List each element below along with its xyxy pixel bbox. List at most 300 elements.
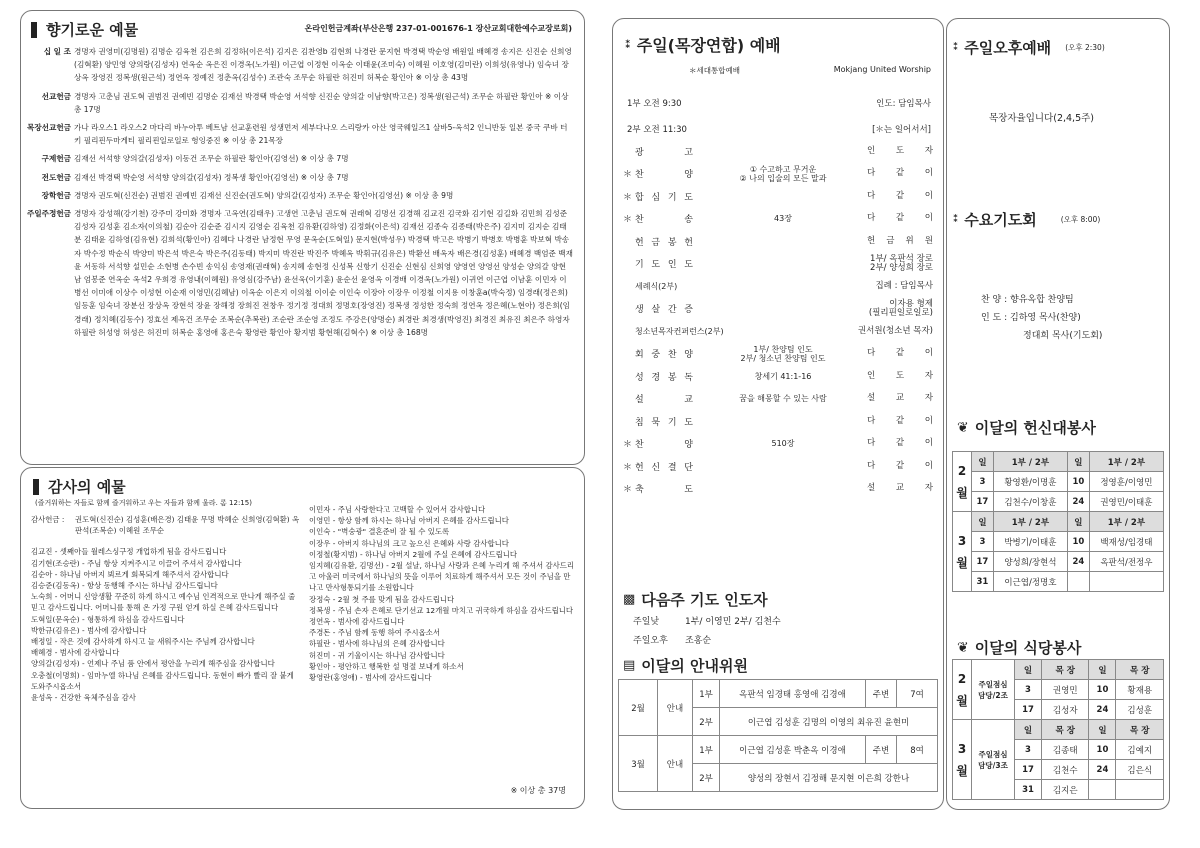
guide-names: 이근엽 김성훈 김명의 이영의 최유진 윤현미	[720, 708, 938, 736]
offering-account: 온라인헌금계좌(부산은행 237-01-001676-1 장산교회대한예수교장로회)	[304, 24, 572, 33]
thanks-item: 하필란 - 범사에 하나님의 은혜 감사합니다	[309, 639, 445, 649]
order-leader-char: 다	[867, 190, 876, 201]
table-header-row	[953, 452, 1164, 472]
order-name-char: 회	[635, 350, 644, 361]
guide-row	[619, 736, 938, 764]
day-cell: 3	[972, 532, 994, 552]
order-name-char: 설	[635, 395, 644, 406]
team-label: 주일점심 담당/2조	[972, 660, 1015, 720]
right-panel	[946, 18, 1170, 810]
worship-sub-right: Mokjang United Worship	[833, 65, 931, 74]
header-cell: 목 장	[1116, 660, 1164, 680]
order-leader: 집례 : 담임목사	[875, 280, 933, 291]
order-name-char: 교	[684, 395, 693, 406]
thanks-panel	[20, 467, 585, 809]
day-cell: 17	[972, 492, 994, 512]
offering-panel	[20, 10, 585, 465]
thanks-item: 김교진 - 셋째아들 월레스싱구정 개업하게 됨을 감사드립니다	[31, 547, 227, 557]
header-cell: 목 장	[1116, 720, 1164, 740]
day-cell: 3	[1015, 680, 1042, 700]
thanks-item: 황영란(홍영애) - 범사에 감사드립니다	[309, 673, 432, 683]
name-cell: 김종태	[1041, 740, 1089, 760]
wed-lead-2: 정대희 목사(기도회)	[1023, 331, 1103, 341]
order-star: ＊	[623, 170, 633, 181]
order-name-char: 독	[684, 372, 693, 383]
worship-time-1: 1부 오전 9:30	[627, 99, 682, 109]
order-leader-char: 이	[924, 438, 933, 449]
order-leader	[867, 349, 933, 358]
order-star: ＊	[623, 215, 633, 226]
order-star: ＊	[623, 192, 633, 203]
header-cell: 일	[1089, 660, 1116, 680]
order-name-char: 신	[651, 462, 661, 473]
order-name-char: 봉	[667, 237, 677, 248]
order-name	[635, 235, 699, 248]
afternoon-title-wrap	[953, 37, 1105, 58]
order-name	[635, 145, 699, 158]
name-cell	[1089, 572, 1163, 592]
guide-names: 옥판석 임경태 홍영애 김경애	[720, 680, 866, 708]
order-name-char: 찬	[635, 215, 644, 226]
offering-row-label: 전도헌금	[41, 172, 71, 182]
order-leader: 1부/ 옥판석 장로 2부/ 양성희 장로	[870, 253, 933, 273]
day-cell: 24	[1089, 700, 1116, 720]
order-leader	[867, 237, 933, 246]
header-cell: 1부 / 2부	[1089, 452, 1163, 472]
header-cell: 목 장	[1041, 720, 1089, 740]
name-cell: 양성희/장현석	[993, 552, 1067, 572]
worship-time-2: 2부 오전 11:30	[627, 125, 687, 135]
day-cell: 31	[972, 572, 994, 592]
order-leader-char: 자	[924, 370, 933, 381]
order-name-char: 생	[635, 305, 644, 316]
worship-sub-left: ＊세대통합예배	[689, 66, 740, 75]
order-name	[635, 415, 699, 428]
order-name: 세례식(2부)	[635, 281, 678, 291]
order-leader	[867, 214, 933, 223]
order-leader-char: 원	[924, 235, 933, 246]
kitchen-title-wrap	[957, 637, 1081, 658]
table-row	[953, 472, 1164, 492]
name-cell: 백재성/임경태	[1089, 532, 1163, 552]
order-leader-char: 같	[895, 213, 905, 224]
order-leader-char: 이	[924, 460, 933, 471]
order-name	[635, 392, 699, 405]
dedication-table	[952, 451, 1164, 592]
next-prayer-row	[633, 632, 781, 651]
header-cell: 일	[972, 452, 994, 472]
bullet-dots-icon: ⁑	[953, 42, 959, 53]
thanks-heading	[31, 514, 303, 536]
next-prayer-title: 다음주 기도 인도자	[641, 591, 768, 609]
order-name-char: 경	[651, 372, 661, 383]
name-cell: 김성훈	[1116, 700, 1164, 720]
guide-part: 1부	[693, 736, 720, 764]
order-leader-char: 이	[924, 190, 933, 201]
order-star: ＊	[623, 462, 633, 473]
order-row	[623, 230, 933, 253]
heart-icon: ❦	[957, 639, 969, 656]
header-cell: 일	[972, 512, 994, 532]
thanks-item: 양의갈(김성자) - 언제나 주님 품 안에서 평안을 누리게 해주심을 감사합니다	[31, 659, 275, 669]
order-leader-char: 이	[924, 348, 933, 359]
table-row	[953, 552, 1164, 572]
worship-panel	[612, 18, 944, 810]
order-name	[635, 302, 699, 315]
afternoon-time: (오후 2:30)	[1065, 43, 1105, 52]
order-name-char: 기	[667, 417, 677, 428]
name-cell: 김천수	[1041, 760, 1089, 780]
thanks-item: 노숙희 - 어머니 신앙생활 꾸준히 하게 하시고 예수님 인격적으로 만나게 해주실 줄 믿고 감사드립니다. 어머니를 통해 온 가정 구원 얻게 하실 은혜 감사드립니다	[31, 592, 296, 613]
header-cell: 일	[1015, 720, 1042, 740]
worship-leader: 인도: 담임목사	[876, 99, 931, 109]
offering-title-wrap	[31, 19, 138, 40]
table-row	[953, 572, 1164, 592]
order-name-char: 양	[684, 440, 693, 451]
name-cell: 정영훈/이영민	[1089, 472, 1163, 492]
table-header-row	[953, 512, 1164, 532]
order-name-char: 양	[684, 350, 693, 361]
order-star: ＊	[623, 440, 633, 451]
order-leader-char: 금	[886, 235, 895, 246]
order-leader-char: 인	[867, 370, 876, 381]
bullet-bar-icon	[31, 22, 37, 38]
month-cell: 2 월	[953, 452, 972, 512]
offering-row-text: 경명자 고춘님 권도혁 권범진 권예빈 김명순 김재선 박경택 박순영 서석향 신진순 양의갈 이남향(박고은) 정복생(원근석) 조무순 하필란 황인아 ※ 이상 총 17명	[74, 91, 569, 114]
thanks-item: 배정일 - 작은 것에 감사하게 하시고 늘 새워주시는 주님께 감사합니다	[31, 637, 255, 647]
order-row	[623, 365, 933, 388]
offering-row	[27, 189, 573, 202]
offering-row-text: 김재선 서석향 양의갈(김성자) 이동건 조무순 하필란 황인아(김영선) ※ 이상 총 7명	[74, 154, 349, 164]
order-leader-char: 다	[867, 213, 876, 224]
offering-row-label: 주일주정헌금	[27, 209, 72, 219]
order-name-char: 합	[635, 192, 644, 203]
order-row	[623, 140, 933, 163]
dedication-title: 이달의 헌신대봉사	[974, 419, 1096, 437]
offering-row-text: 경명자 권영미(김명원) 김명순 김육천 김은희 김정하(이은석) 김지은 김찬영b 김현희 나경란 문지현 박경택 박순영 배원일 배혜경 송지은 신진순 신희영(김혁환) 양민영 양의랑(김성자) 연옥순 옥은진 이경옥(노가원) 이근엽 이정현 이옥순 이태윤(조미숙) 이혜원 이호영(김미란) 이희성(유영나) 임숙녀 장상옥 장영진 정복생(원근석) 정연옥 정예진 정춘옥(김성수) 조관숙 조무순 하필란 허진미 허복순 황인아 ※ 이상 총 43명	[74, 47, 572, 83]
order-leader	[867, 439, 933, 448]
thanks-heading-text: 권도혁(신진순) 김성훈(배은경) 김태윤 무명 박혜순 신희영(김혁환) 옥판석(조복순) 이혜원 조무순	[75, 515, 300, 536]
order-leader-char: 도	[895, 145, 905, 156]
order-leader-char: 도	[895, 370, 905, 381]
order-detail: 창세기 41:1-16	[754, 371, 812, 381]
wed-title-wrap	[953, 209, 1100, 230]
order-name	[635, 167, 699, 180]
order-leader-char: 인	[867, 145, 876, 156]
guide-names: 양성의 장현서 김정해 문지현 이은희 강한나	[720, 764, 938, 792]
offering-row-text: 김재선 박경택 박순영 서석향 양의갈(김성자) 정복생 황인아(김영선) ※ 이상 총 7명	[74, 172, 349, 182]
order-name-char: 증	[684, 305, 693, 316]
order-leader	[867, 417, 933, 426]
bullet-hatch-icon: ▩	[623, 592, 636, 607]
order-leader-char: 이	[924, 168, 933, 179]
thanks-item: 정연옥 - 범사에 감사드립니다	[309, 617, 405, 627]
name-cell: 권영민/이태훈	[1089, 492, 1163, 512]
day-cell	[1067, 572, 1089, 592]
order-name-char: 결	[667, 462, 677, 473]
offering-list	[27, 45, 573, 344]
order-name-char: 심	[651, 192, 661, 203]
order-leader-char: 같	[895, 415, 905, 426]
order-name-char: 광	[635, 147, 644, 158]
offering-row	[27, 207, 573, 339]
dedication-title-wrap	[957, 417, 1096, 438]
order-leader	[867, 394, 933, 403]
thanks-item: 이장우 - 아버지 하나님의 크고 높으신 은혜와 사랑 감사합니다	[309, 538, 509, 548]
next-prayer-label: 주일낮	[633, 617, 660, 627]
bullet-dots-icon: ⁑	[953, 214, 959, 225]
order-name-char: 간	[667, 305, 677, 316]
order-leader	[867, 147, 933, 156]
order-name-char: 금	[651, 237, 661, 248]
order-leader: 권서원(청소년 목자)	[857, 325, 933, 336]
order-name	[635, 370, 699, 383]
order-name	[635, 437, 699, 450]
thanks-item: 이영민 - 항상 함께 하시는 하나님 아버지 은혜를 감사드립니다	[309, 516, 509, 526]
order-row	[623, 343, 933, 366]
thanks-item: 윤성옥 - 건강한 육체주심을 감사	[31, 693, 136, 703]
order-row	[623, 253, 933, 276]
order-row	[623, 320, 933, 343]
offering-row-label: 선교헌금	[41, 91, 71, 101]
order-name-char: 살	[651, 305, 661, 316]
order-name-char: 양	[684, 170, 693, 181]
order-leader	[867, 462, 933, 471]
day-cell: 24	[1067, 492, 1089, 512]
guide-side: 주변	[866, 680, 897, 708]
order-leader-char: 헌	[867, 235, 876, 246]
day-cell: 3	[1015, 740, 1042, 760]
guide-part: 1부	[693, 680, 720, 708]
order-name-char: 단	[684, 462, 693, 473]
order-detail: ① 수고하고 무거운 ② 나의 입술의 모든 말과	[739, 164, 827, 183]
order-name-char: 기	[635, 260, 644, 271]
thanks-item: 정복생 - 주님 손자 은혜로 단기선교 12개월 마치고 귀국하게 하심을 감사드립니다	[309, 605, 574, 615]
order-name-char: 찬	[635, 170, 644, 181]
order-detail: 1부/ 찬양팀 인도 2부/ 청소년 찬양팀 인도	[740, 344, 826, 363]
name-cell: 김지은	[1041, 780, 1089, 800]
order-leader-char: 설	[867, 393, 876, 404]
name-cell: 김천수/이창훈	[993, 492, 1067, 512]
order-leader-char: 다	[867, 460, 876, 471]
guide-month: 2월	[619, 680, 658, 736]
guide-month: 3월	[619, 736, 658, 792]
header-cell: 일	[1067, 452, 1089, 472]
offering-row-label: 목장선교헌금	[27, 123, 72, 133]
name-cell	[1116, 780, 1164, 800]
next-prayer-text: 1부/ 이영민 2부/ 김천수	[685, 617, 781, 627]
order-row	[623, 275, 933, 298]
order-leader-char: 설	[867, 483, 876, 494]
thanks-item: 임지혜(김유환, 김명선) - 2월 설날, 하나님 사랑과 은혜 누리게 해 주셔서 감사드리고 아울러 미국에서 하나님의 뜻을 이루어 치료하게 해주셔서 모든 것이 주님을 만나고 만사형통되기를 소원합니다	[309, 561, 574, 593]
thanks-total: ※ 이상 총 37명	[510, 786, 566, 795]
order-name-char: 도	[684, 485, 693, 496]
worship-standing-note: [＊는 일어서서]	[872, 125, 931, 135]
order-name-char: 침	[635, 417, 644, 428]
thanks-item: 이민자 - 주님 사랑한다고 고백할 수 있어서 감사합니다	[309, 505, 486, 514]
header-cell: 1부 / 2부	[1089, 512, 1163, 532]
name-cell: 박병기/이태훈	[993, 532, 1067, 552]
bullet-bar-icon	[33, 479, 39, 495]
thanks-item: 김승준(김동옥) - 항상 동행해 주시는 하나님 감사드립니다	[31, 581, 218, 591]
name-cell: 이근엽/정명호	[993, 572, 1067, 592]
guide-table	[618, 679, 938, 792]
order-leader-char: 이	[924, 213, 933, 224]
order-row	[623, 163, 933, 186]
guide-row	[619, 680, 938, 708]
guide-count: 8여	[897, 736, 938, 764]
thanks-subtitle: (즐거워하는 자들로 함께 즐거워하고 우는 자들과 함께 울라. 롬 12:15)	[35, 499, 252, 507]
order-name-char: 헌	[635, 237, 644, 248]
order-name-char: 기	[667, 192, 677, 203]
order-name-char: 도	[684, 260, 693, 271]
next-prayer-text: 조홍순	[685, 636, 712, 646]
next-prayer-list	[633, 613, 781, 651]
worship-order-list	[623, 140, 933, 500]
order-leader	[867, 169, 933, 178]
offering-row	[27, 152, 573, 165]
team-label: 주일점심 담당/3조	[972, 720, 1015, 800]
thanks-item: 도혁일(문옥순) - 형통하게 하심을 감사드립니다	[31, 614, 185, 624]
guide-part: 2부	[693, 708, 720, 736]
order-leader-char: 이	[924, 415, 933, 426]
guide-names: 이근엽 김성훈 박춘옥 이경애	[720, 736, 866, 764]
afternoon-text: 목장자율입니다(2,4,5주)	[989, 113, 1095, 124]
name-cell: 황재용	[1116, 680, 1164, 700]
offering-row	[27, 121, 573, 147]
order-name-char: 축	[635, 485, 644, 496]
name-cell: 권영민	[1041, 680, 1089, 700]
next-prayer-label: 주일오후	[633, 636, 668, 646]
next-prayer-title-wrap	[623, 589, 768, 610]
offering-row-label: 십 일 조	[43, 47, 71, 56]
order-detail: 43장	[774, 214, 792, 224]
order-row	[623, 185, 933, 208]
bullet-dots-icon: ⁑	[625, 38, 631, 51]
wed-lead-1: 인 도 : 김하영 목사(찬양)	[981, 313, 1081, 323]
order-name	[635, 190, 699, 203]
order-name-char: 중	[651, 350, 661, 361]
month-cell: 3 월	[953, 512, 972, 592]
order-leader-char: 같	[895, 348, 905, 359]
order-leader	[867, 484, 933, 493]
order-leader-char: 교	[895, 483, 905, 494]
name-cell: 황영환/이명훈	[993, 472, 1067, 492]
order-name-char: 도	[684, 417, 693, 428]
kitchen-title: 이달의 식당봉사	[974, 639, 1082, 657]
order-row	[623, 388, 933, 411]
offering-row	[27, 45, 573, 85]
offering-row-text: 경명자 강성해(강기천) 강주미 강미화 경명자 고옥연(김태우) 고생연 고춘님 권도혁 권래혁 김명선 김경해 김교진 김국화 김기현 김길화 김민희 김성준 김성자 김성훈 김소자(이의철) 김순아 김순준 김시지 김영순 김육천 김유환(김하영) 김정화(이은석) 김재선 김종숙 김종태(박은주) 김지미 김지순 김태분 김태윤 김하영(김유현) 김희석(황인아) 김혜다 나경란 남정현 무영 문옥순(도혁일) 문지현(박성우) 박경택 박고은 박병기 박병호 박병훈 박보혁 박송자 박수정 박순식 박양미 박은석 박은숙 박은주(김동태) 박지미 박진란 박진주 박혜옥 박휘규(김유은) 박환선 배옥자 배은경(김성훈) 배혜경 백엄준 백재윤 서동하 서석향 설민순 소현병 손수빈 송익심 송영재(권래혁) 송지혜 송현정 신성복 신항기 신진순 신현심 신희영 양영연 양영선 양성순 양의갈 양현남 엄봉준 연옥순 옥석2 우희경 유영내(이혜원) 유영심(강주남) 윤선욱(이기훈) 윤순선 윤영옥 이경배 이경옥(노가원) 이귀연 이근엽 이남훈 이민자 이병선 이미애 이상수 이성현 이순재 이영민(김혜남) 이옥순 이은지 이의철 이이순 이인숙 이장아 이장우 이정철 이지용 이창훈a(박숙정) 임경래(정은희) 임등훈 임숙녀 장분선 장상옥 장현석 장윤 장해정 장희진 전창우 정기정 정대희 정명호(장영진) 정복생 정성한 정숙희 정연옥 정은혜(노현아) 정은희(임경래) 정치혜(김동수) 정효선 제옥건 조무순 조복순(추복란) 조순란 조순영 조정도 주강은(양명순) 최경란 최경생(박영진) 최경진 최유진 최은주 하영자 하필란 허성영 허성은 허진미 허복순 홍영애 홍은숙 황영란 황인아 황지범 황현해(김혁수) ※ 이상 총 168명	[74, 209, 573, 337]
thanks-item: 이정철(황지범) - 하나님 아버지 2월에 주실 은혜에 감사드립니다	[309, 549, 518, 559]
day-cell: 10	[1089, 740, 1116, 760]
offering-row-text: 가나 라오스1 라오스2 마다리 바누아투 베트남 선교훈련원 성생먼저 세부다나오 스리랑카 아산 영국웨일즈1 살바5-옥석2 인니반둥 일본 중국 쿠바 터키 필리핀두마게티 필리핀일로일로 헝잉중진 ※ 이상 총 21목장	[74, 123, 568, 146]
worship-title: 주일(목장연합) 예배	[636, 36, 781, 55]
order-name-char: 묵	[651, 417, 661, 428]
thanks-item: 김기현(조승란) - 주님 항상 지켜주시고 이끌어 주셔서 감사합니다	[31, 558, 242, 568]
day-cell	[1089, 780, 1116, 800]
thanks-item: 장정숙 - 2월 첫 주를 맞게 됨을 감사드립니다	[309, 594, 455, 604]
day-cell: 10	[1067, 472, 1089, 492]
order-name	[635, 212, 699, 225]
day-cell: 24	[1067, 552, 1089, 572]
header-cell: 일	[1089, 720, 1116, 740]
next-prayer-row	[633, 613, 781, 632]
thanks-heading-label: 감사헌금 :	[31, 515, 65, 524]
heart-icon: ❦	[957, 419, 969, 436]
order-name-char: 찬	[635, 440, 644, 451]
month-cell: 2 월	[953, 660, 972, 720]
order-leader-char: 같	[895, 168, 905, 179]
order-leader-char: 같	[895, 438, 905, 449]
order-leader-char: 같	[895, 190, 905, 201]
order-name-char: 찬	[667, 350, 677, 361]
order-row	[623, 478, 933, 501]
guide-role: 안내	[658, 736, 693, 792]
order-detail: 꿈을 해몽할 수 있는 사람	[739, 394, 827, 404]
order-leader-char: 다	[867, 348, 876, 359]
name-cell: 김예지	[1116, 740, 1164, 760]
offering-row	[27, 90, 573, 116]
thanks-item: 이인숙 - "벽숭광" 결혼준비 잘 될 수 있도록	[309, 527, 450, 537]
order-leader-char: 다	[867, 438, 876, 449]
offering-row-text: 경명자 권도혁(신진순) 권범진 권예빈 김재선 신진순(권도혁) 양의갈(김성자) 조무순 황인아(김영선) ※ 이상 총 9명	[74, 190, 454, 200]
order-name-char: 도	[684, 192, 693, 203]
offering-row-label: 구제헌금	[41, 154, 71, 164]
order-row	[623, 410, 933, 433]
offering-title: 향기로운 예물	[46, 21, 139, 39]
order-name	[635, 460, 699, 473]
order-name	[635, 257, 699, 270]
thanks-title: 감사의 예물	[48, 478, 126, 496]
day-cell: 17	[1015, 700, 1042, 720]
order-name-char: 도	[651, 260, 661, 271]
order-name-char: 송	[684, 215, 693, 226]
thanks-item: 허진미 - 귀 기울이시는 하나님 감사합니다	[309, 650, 445, 660]
order-row	[623, 433, 933, 456]
guide-count: 7여	[897, 680, 938, 708]
thanks-item: 오충철(이명희) - 임마누엘 하나님 은혜를 감사드립니다. 동현이 빠가 빨리 잘 붙게 도와주시옵소서	[31, 670, 294, 691]
day-cell: 31	[1015, 780, 1042, 800]
order-leader-char: 교	[895, 393, 905, 404]
day-cell: 17	[1015, 760, 1042, 780]
thanks-item: 주경돈 - 주님 함께 동행 하여 주시옵소서	[309, 628, 440, 638]
order-leader-char: 같	[895, 460, 905, 471]
guide-side: 주변	[866, 736, 897, 764]
header-cell: 목 장	[1041, 660, 1089, 680]
header-cell: 일	[1015, 660, 1042, 680]
thanks-item: 김순아 - 하나님 아버지 뵈르게 회복되게 해주셔서 감사합니다	[31, 569, 229, 579]
order-leader-char: 자	[924, 145, 933, 156]
thanks-item: 배혜경 - 범사에 감사합니다	[31, 648, 120, 658]
offering-row	[27, 171, 573, 184]
order-leader: 이자용 형제 (필리핀일로일로)	[868, 298, 933, 318]
thanks-item: 박한규(김유은) - 범사에 감사합니다	[31, 625, 147, 635]
guide-title: 이달의 안내위원	[641, 657, 748, 675]
order-name	[635, 347, 699, 360]
header-cell: 1부 / 2부	[993, 512, 1067, 532]
day-cell: 3	[972, 472, 994, 492]
order-leader-char: 다	[867, 168, 876, 179]
order-leader-char: 위	[905, 235, 914, 246]
afternoon-title: 주일오후예배	[964, 39, 1052, 57]
bullet-book-icon: ▤	[623, 658, 636, 673]
order-leader	[867, 372, 933, 381]
table-header-row	[953, 660, 1164, 680]
name-cell: 김은식	[1116, 760, 1164, 780]
header-cell: 1부 / 2부	[993, 452, 1067, 472]
table-header-row	[953, 720, 1164, 740]
